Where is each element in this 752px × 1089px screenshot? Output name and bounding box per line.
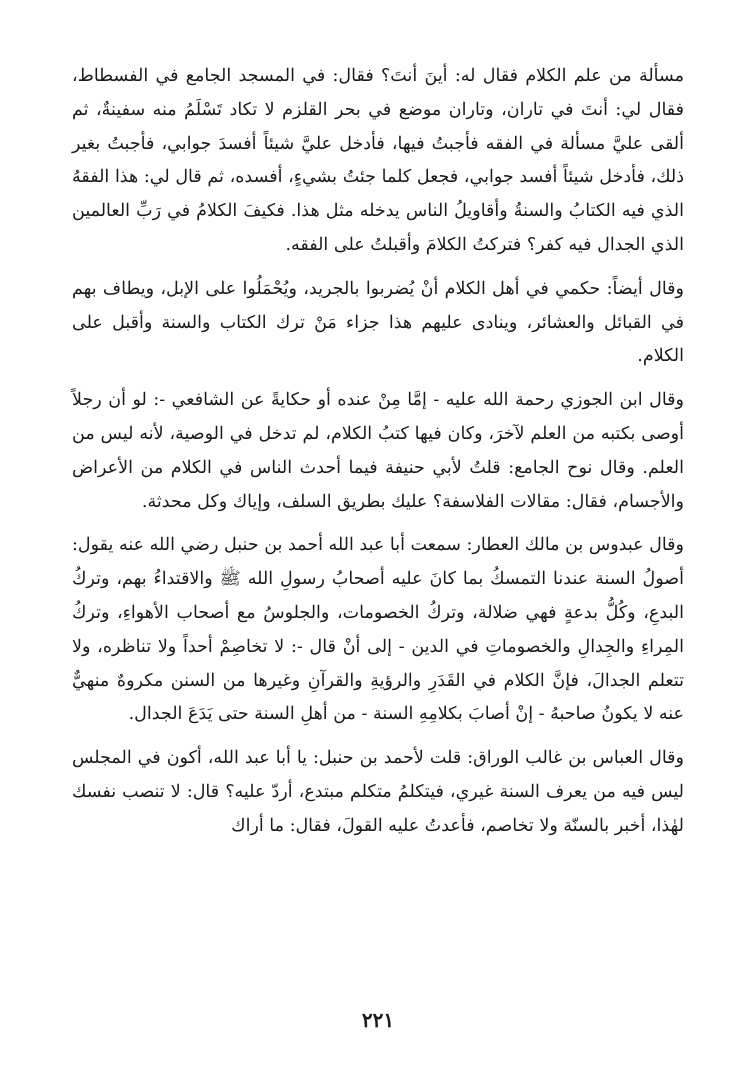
paragraph-5: وقال العباس بن غالب الوراق: قلت لأحمد بن حنبل: يا أبا عبد الله، أكون في المجلس ليس فيه من يعرف السنة غيري، فيتكلمُ متكلم مبتدع، أردّ عليه؟ قال: لا تنصب نفسك لهٰذا، أخبر بالسنّة ولا تخاصم، فأعدتُ عليه القولَ، فقال: ما أراك [72, 748, 684, 836]
paragraph-1: مسألة من علم الكلام فقال له: أينَ أنتَ؟ فقال: في المسجد الجامع في الفسطاط، فقال لي: أنتَ في تاران، وتاران موضع في بحر القلزم لا تكاد تَسْلَمُ منه سفينةٌ، ثم ألقى عليَّ مسألة في الفقه فأجبتُ فيها، فأدخل عليَّ شيئاً أفسدَ جوابي، فأجبتُ بغير ذلك، فأدخل شيئاً أفسد جوابي، فجعل كلما جئتُ بشيءٍ، أفسده، ثم قال لي: هذا الفقهُ الذي فيه الكتابُ والسنةُ وأقاويلُ الناس يدخله مثل هذا. فكيفَ الكلامُ في رَبِّ العالمين الذي الجدال فيه كفر؟ فتركتُ الكلامَ وأقبلتُ على الفقه. [72, 66, 684, 255]
page-number: ٢٢١ [361, 1008, 395, 1032]
paragraph-2: وقال أيضاً: حكمي في أهل الكلام أنْ يُضربوا بالجريد، ويُحْمَلُوا على الإبل، ويطاف بهم في القبائل والعشائر، وينادى عليهم هذا جزاء مَنْ ترك الكتاب والسنة وأقبل على الكلام. [72, 278, 684, 367]
paragraph-3: وقال ابن الجوزي رحمة الله عليه - إمَّا مِنْ عنده أو حكايةً عن الشافعي -: لو أن رجلاً أوصى بكتبه من العلم لآخرَ، وكان فيها كتبُ الكلام، لم تدخل في الوصية، لأنه ليس من العلم. وقال نوح الجامع: قلتُ لأبي حنيفة فيما أحدث الناس في الكلام من الأعراض والأجسام، فقال: مقالات الفلاسفة؟ عليك بطريق السلف، وإياك وكل محدثة. [72, 390, 684, 512]
paragraph-4: وقال عبدوس بن مالك العطار: سمعت أبا عبد الله أحمد بن حنبل رضي الله عنه يقول: أصولُ السنة عندنا التمسكُ بما كانَ عليه أصحابُ رسولِ الله ﷺ والاقتداءُ بهم، وتركُ البدعِ، وكُلُّ بدعةٍ فهي ضلالة، وتركُ الخصومات، والجلوسُ مع أصحاب الأهواءِ، وتركُ المِراءِ والجِدالِ والخصوماتِ في الدين - إلى أنْ قال -: لا تخاصِمْ أحداً ولا تناظره، ولا تتعلم الجدالَ، فإنَّ الكلام في القَدَرِ والرؤيةِ والقرآنِ وغيرها من السنن مكروهٌ منهيٌّ عنه لا يكونُ صاحبهُ - إنْ أصابَ بكلامِهِ السنة - من أهلِ السنة حتى يَدَعَ الجدال. [72, 535, 684, 725]
page-body [72, 60, 684, 1060]
